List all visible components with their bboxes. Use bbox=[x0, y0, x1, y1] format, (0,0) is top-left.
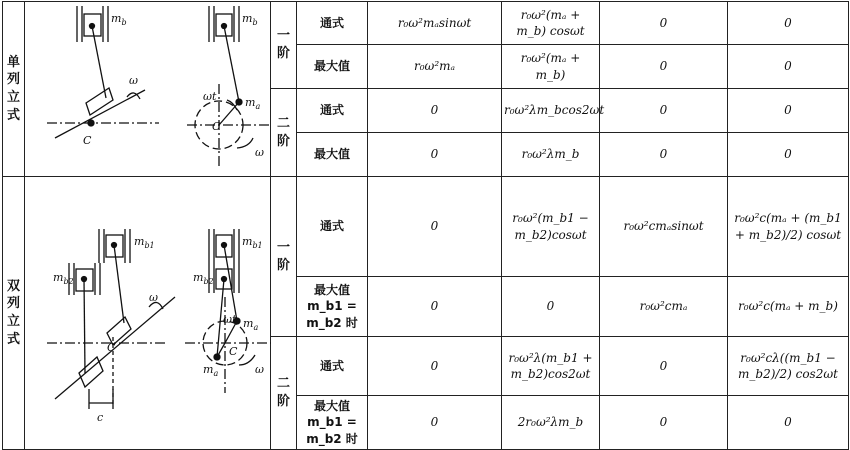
cell-value: 0 bbox=[368, 177, 502, 277]
row-kind: 最大值 bbox=[297, 133, 368, 177]
cell-value: 0 bbox=[600, 45, 728, 89]
cell-value: 0 bbox=[600, 89, 728, 133]
order-label: 一阶 bbox=[271, 2, 297, 89]
label-omega: ω bbox=[129, 74, 138, 87]
cell-value: 0 bbox=[728, 45, 849, 89]
cell-value: 0 bbox=[368, 277, 502, 337]
order-label: 二阶 bbox=[271, 337, 297, 450]
row-kind: 最大值 m_b1 = m_b2 时 bbox=[297, 396, 368, 450]
cell-value: 0 bbox=[600, 396, 728, 450]
row-kind: 通式 bbox=[297, 2, 368, 45]
diagram-double-row bbox=[25, 177, 271, 450]
table-row bbox=[3, 2, 849, 45]
row-kind: 最大值 bbox=[297, 45, 368, 89]
cell-value: r₀ω²λ(m_b1 + m_b2)cos2ωt bbox=[502, 337, 600, 396]
label-omega-t: ωt bbox=[223, 313, 237, 326]
label-mass-a-lower: $m_a$ bbox=[203, 363, 219, 378]
group-label-single: 单列立式 bbox=[3, 2, 25, 177]
table-row bbox=[3, 177, 849, 277]
cell-value: r₀ω²mₐ bbox=[368, 45, 502, 89]
cell-value: r₀ω²cλ((m_b1 − m_b2)/2) cos2ωt bbox=[728, 337, 849, 396]
label-center-right: C bbox=[229, 345, 238, 358]
label-mass-b: $m_b$ bbox=[111, 12, 127, 27]
label-mass-b2: $m_{b2}$ bbox=[53, 271, 74, 286]
label-mass-b2-right: $m_{b2}$ bbox=[193, 271, 214, 286]
cell-value: 0 bbox=[728, 89, 849, 133]
cell-value: 0 bbox=[728, 2, 849, 45]
cell-value: r₀ω²λm_bcos2ωt bbox=[502, 89, 600, 133]
double-row-mechanism-diagram bbox=[27, 177, 273, 449]
label-center: C bbox=[107, 341, 116, 354]
cell-value: 2r₀ω²λm_b bbox=[502, 396, 600, 450]
group-label-double: 双列立式 bbox=[3, 177, 25, 450]
cell-value: r₀ω²(m_b1 − m_b2)cosωt bbox=[502, 177, 600, 277]
cell-value: r₀ω²mₐsinωt bbox=[368, 2, 502, 45]
label-omega-t: ωt bbox=[203, 90, 217, 103]
label-mass-a: $m_a$ bbox=[243, 317, 259, 332]
cell-value: r₀ω²cmₐ bbox=[600, 277, 728, 337]
row-kind: 通式 bbox=[297, 177, 368, 277]
cell-value: r₀ω²λm_b bbox=[502, 133, 600, 177]
diagram-single-row bbox=[25, 2, 271, 177]
row-kind: 通式 bbox=[297, 89, 368, 133]
cell-value: 0 bbox=[368, 133, 502, 177]
cell-value: 0 bbox=[728, 396, 849, 450]
cell-value: 0 bbox=[368, 337, 502, 396]
order-label: 二阶 bbox=[271, 89, 297, 177]
label-mass-a: $m_a$ bbox=[245, 96, 261, 111]
label-mass-b-right: $m_b$ bbox=[242, 12, 258, 27]
label-omega-right: ω bbox=[255, 363, 264, 376]
label-center: C bbox=[83, 134, 92, 147]
cell-value: 0 bbox=[600, 133, 728, 177]
cell-value: r₀ω²c(mₐ + m_b) bbox=[728, 277, 849, 337]
label-center-right: C bbox=[212, 120, 221, 133]
cell-value: 0 bbox=[368, 396, 502, 450]
label-mass-b1-right: $m_{b1}$ bbox=[242, 235, 263, 250]
cell-value: 0 bbox=[600, 2, 728, 45]
label-omega-right: ω bbox=[255, 146, 264, 159]
cell-value: r₀ω²c(mₐ + (m_b1 + m_b2)/2) cosωt bbox=[728, 177, 849, 277]
order-label: 一阶 bbox=[271, 177, 297, 337]
row-kind: 最大值 m_b1 = m_b2 时 bbox=[297, 277, 368, 337]
cell-value: 0 bbox=[502, 277, 600, 337]
cell-value: r₀ω²cmₐsinωt bbox=[600, 177, 728, 277]
single-row-mechanism-diagram bbox=[27, 2, 273, 176]
cell-value: 0 bbox=[368, 89, 502, 133]
cell-value: r₀ω²(mₐ + m_b) bbox=[502, 45, 600, 89]
cell-value: 0 bbox=[600, 337, 728, 396]
cell-value: 0 bbox=[728, 133, 849, 177]
label-mass-b1: $m_{b1}$ bbox=[134, 235, 155, 250]
cell-value: r₀ω²(mₐ + m_b) cosωt bbox=[502, 2, 600, 45]
label-offset: c bbox=[97, 411, 104, 424]
row-kind: 通式 bbox=[297, 337, 368, 396]
inertia-force-table bbox=[2, 1, 849, 450]
label-omega: ω bbox=[149, 291, 158, 304]
